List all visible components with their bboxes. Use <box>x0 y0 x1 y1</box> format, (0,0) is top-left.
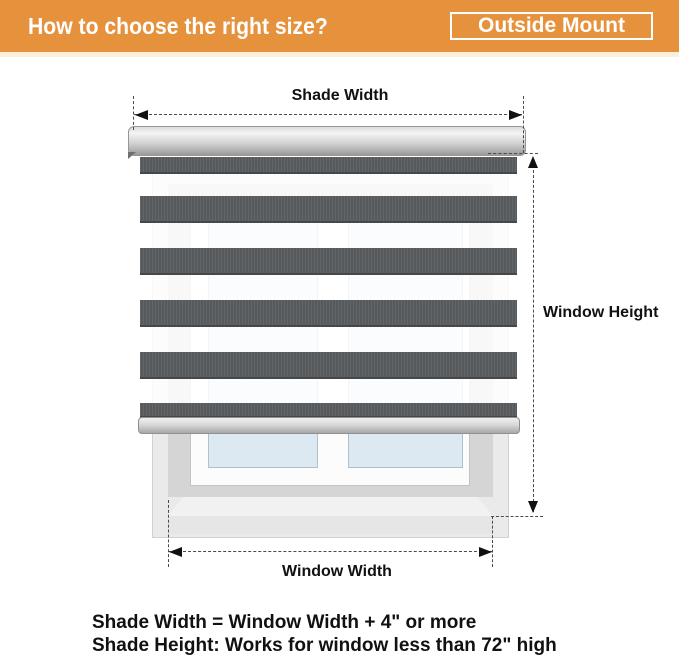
window-height-label: Window Height <box>543 304 659 321</box>
shade-bottomrail <box>138 417 520 434</box>
note-shade-height: Shade Height: Works for window less than 72" high <box>92 635 557 656</box>
arrowhead-down-icon <box>528 501 538 513</box>
arrowhead-left-icon <box>169 547 182 557</box>
outside-mount-badge: Outside Mount <box>450 12 653 40</box>
window-width-label: Window Width <box>282 563 392 580</box>
header-shadow-strip <box>0 52 679 57</box>
shade-width-tick-right <box>523 96 524 153</box>
arrowhead-up-icon <box>528 156 538 168</box>
shade-headrail <box>128 126 526 156</box>
shade-width-tick-left <box>133 96 134 130</box>
window-height-arrow <box>533 160 534 512</box>
shade-stripe <box>140 300 517 327</box>
shade-stripe <box>140 352 517 379</box>
header-bar <box>0 0 679 52</box>
arrowhead-left-icon <box>135 110 148 120</box>
shade-stripe <box>140 403 517 418</box>
sizing-notes <box>92 611 557 657</box>
shade-stripe <box>140 248 517 275</box>
shade-stripe <box>140 196 517 223</box>
shade-stripe <box>140 157 517 174</box>
arrowhead-right-icon <box>509 110 522 120</box>
window-width-arrow <box>168 551 492 552</box>
window-height-connector-bottom <box>491 516 543 517</box>
page-title: How to choose the right size? <box>28 12 328 39</box>
window-height-connector-top <box>488 153 538 154</box>
window-sill <box>168 497 493 516</box>
window-width-tick-right <box>492 516 493 567</box>
arrowhead-right-icon <box>479 547 492 557</box>
shade-width-arrow <box>134 114 522 115</box>
note-shade-width: Shade Width = Window Width + 4" or more <box>92 612 477 633</box>
shade-headrail-bracket <box>128 152 136 159</box>
window-apron <box>168 516 493 534</box>
shade-width-label: Shade Width <box>291 87 389 104</box>
